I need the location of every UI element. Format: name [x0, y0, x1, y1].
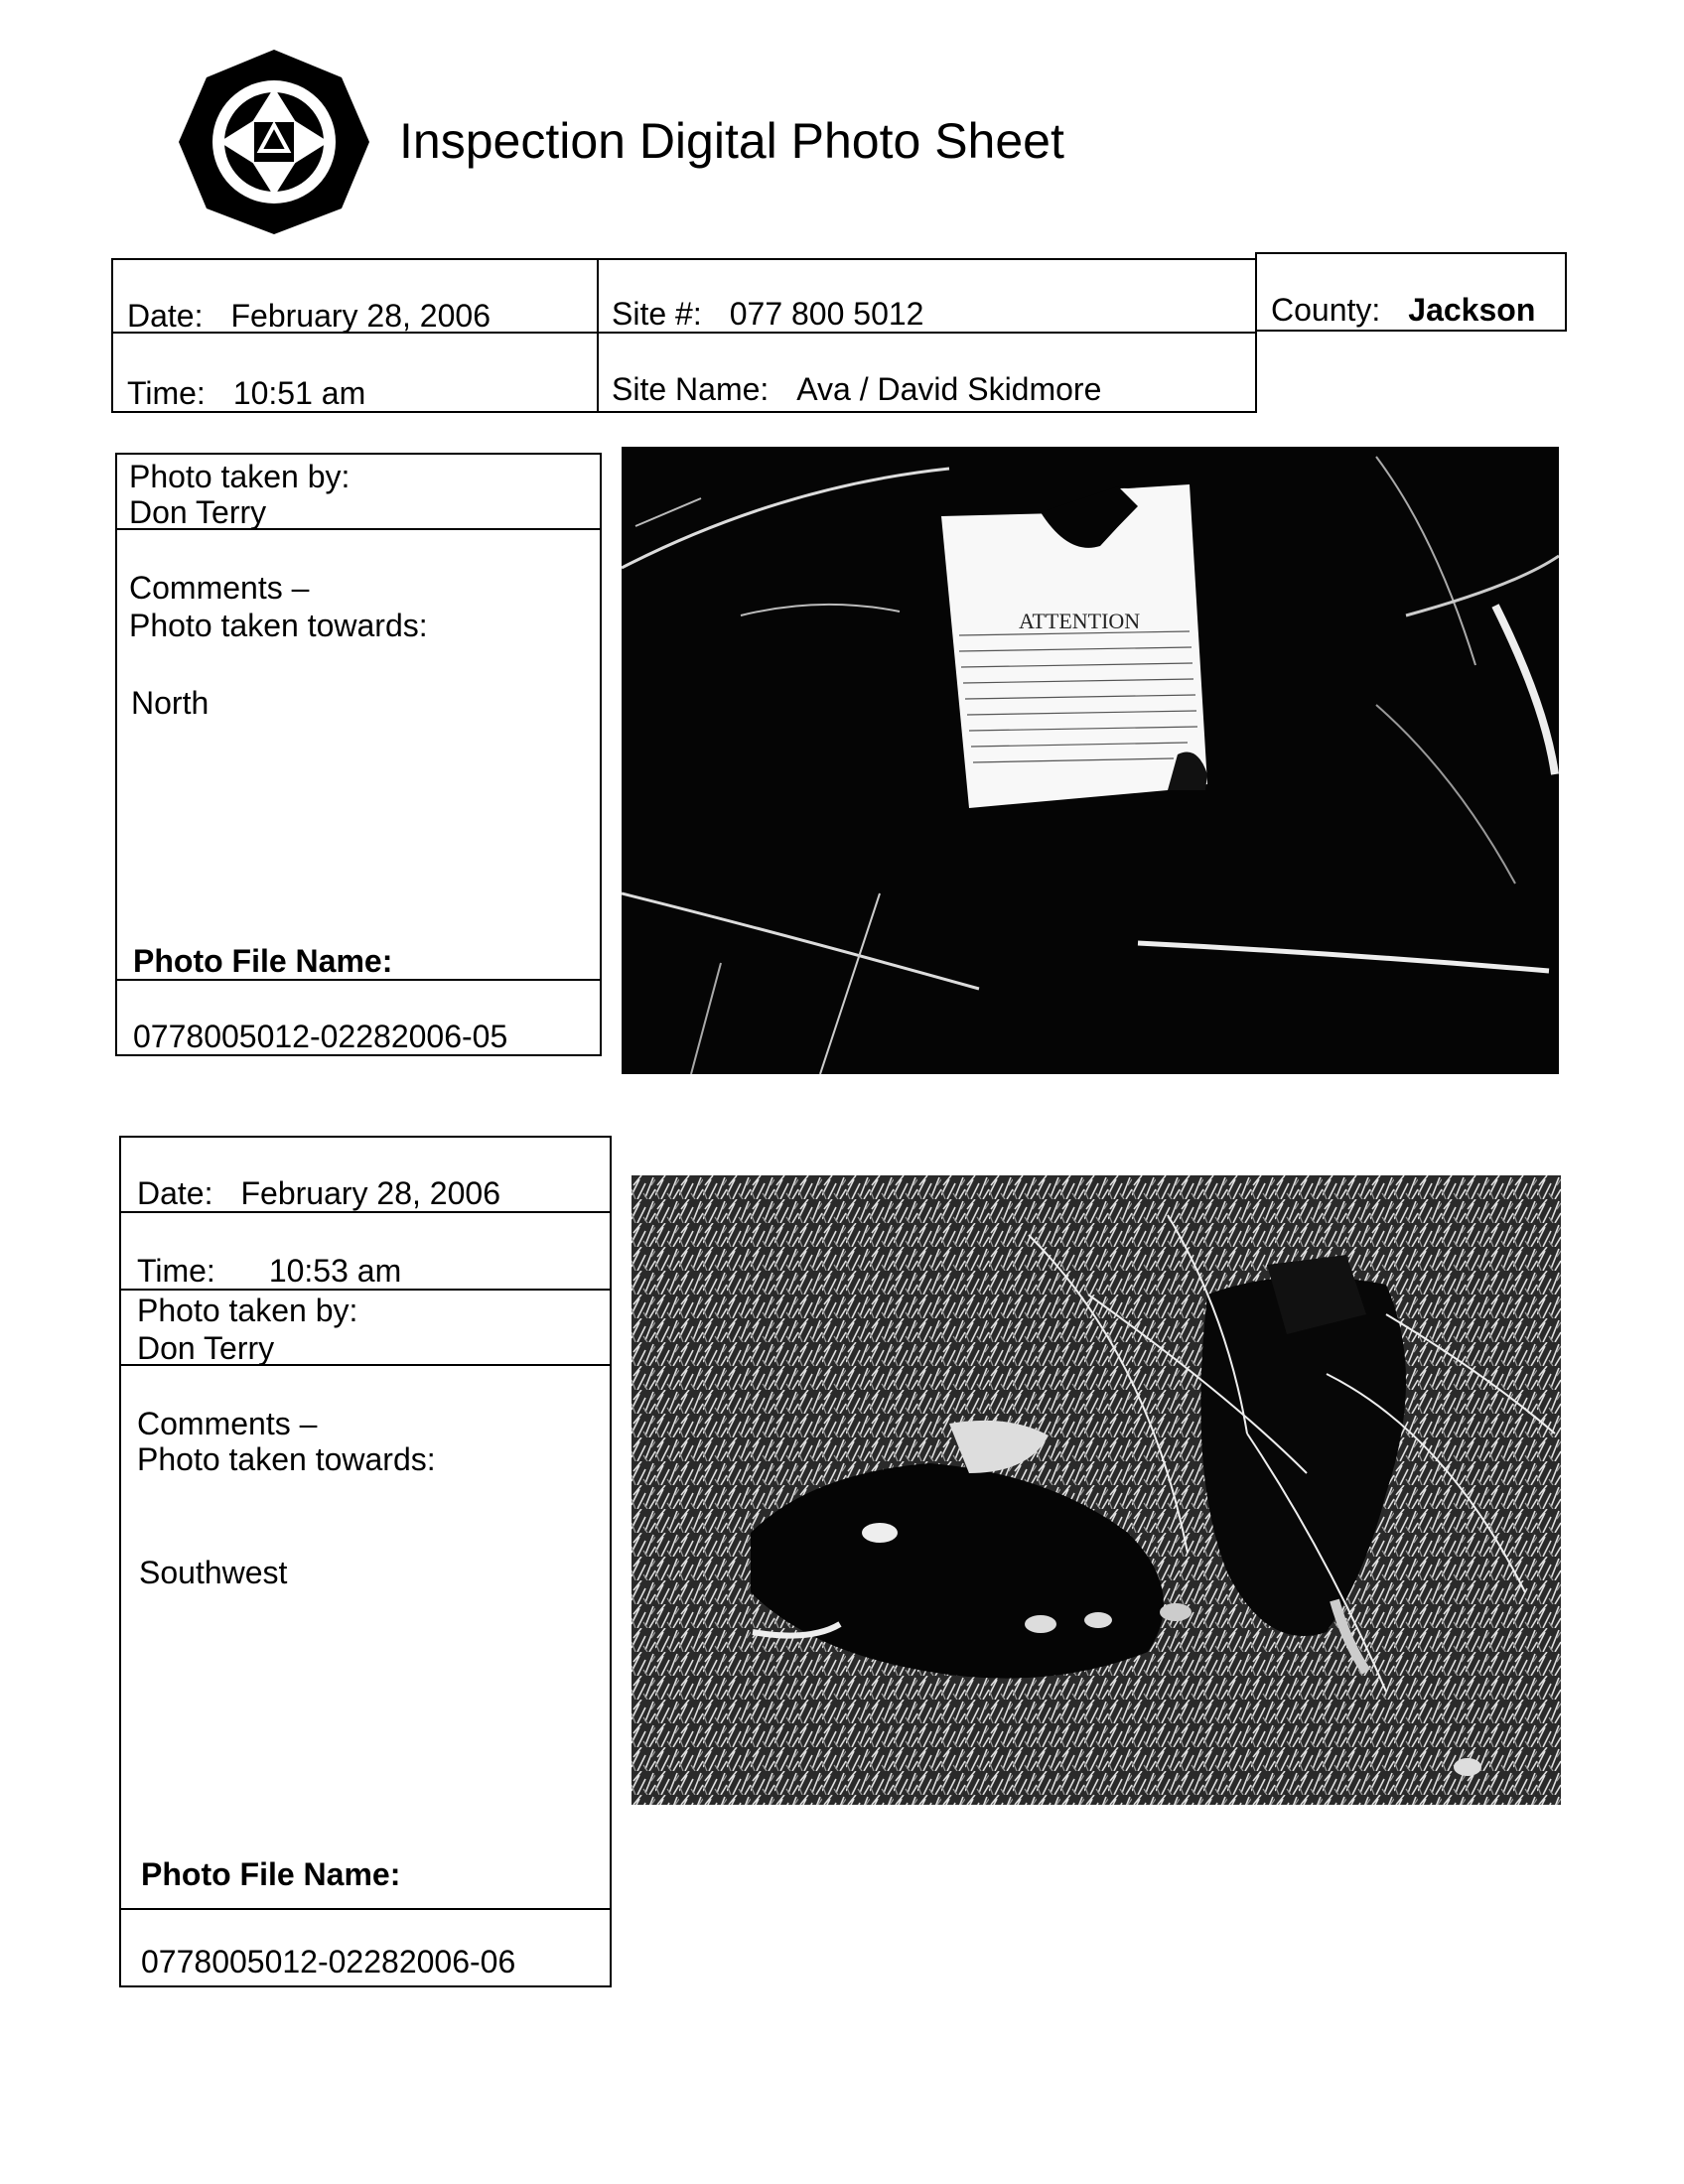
- photo1-comments-label: Comments –: [129, 570, 310, 606]
- photo1-image: [622, 447, 1559, 1074]
- photo2-time-label: Time:: [137, 1253, 215, 1289]
- date-cell: [127, 298, 491, 334]
- photo2-image: [632, 1175, 1561, 1805]
- site-number-cell: [612, 296, 923, 332]
- photo1-file-name-value: 0778005012-02282006-05: [133, 1019, 508, 1054]
- photo2-date-cell: [137, 1175, 500, 1211]
- photo2-date-value: February 28, 2006: [240, 1175, 500, 1211]
- site-name-value: Ava / David Skidmore: [796, 371, 1102, 407]
- photo2-taken-by-label: Photo taken by:: [137, 1293, 358, 1328]
- photo2-direction: Southwest: [139, 1555, 288, 1590]
- site-number-value: 077 800 5012: [729, 296, 924, 332]
- photo1-towards-label: Photo taken towards:: [129, 608, 428, 643]
- site-name-label: Site Name:: [612, 371, 770, 407]
- county-label: County:: [1271, 292, 1381, 328]
- county-text: [1271, 292, 1535, 328]
- photo2-panel-divider: [119, 1908, 612, 1910]
- time-value: 10:51 am: [232, 375, 366, 411]
- time-label: Time:: [127, 375, 206, 411]
- photo1-direction: North: [131, 685, 210, 721]
- time-cell: [127, 375, 365, 411]
- date-value: February 28, 2006: [230, 298, 491, 334]
- photo2-comments-label: Comments –: [137, 1406, 318, 1441]
- photo2-time-cell: [137, 1253, 401, 1289]
- agency-logo: [177, 48, 371, 236]
- site-name-cell: [612, 371, 1101, 407]
- notice-sign: [941, 484, 1207, 808]
- photo1-panel-divider: [115, 979, 602, 981]
- photo1-file-name-label: Photo File Name:: [133, 943, 393, 979]
- photo2-image-svg: [632, 1175, 1561, 1805]
- date-label: Date:: [127, 298, 204, 334]
- page-title: Inspection Digital Photo Sheet: [399, 113, 1064, 169]
- photo1-image-svg: [622, 447, 1559, 1074]
- photo2-time-value: 10:53 am: [268, 1253, 402, 1289]
- photo1-taken-by-value: Don Terry: [129, 494, 267, 530]
- photo2-panel-divider: [119, 1211, 612, 1213]
- photo1-taken-by-label: Photo taken by:: [129, 459, 351, 494]
- county-value: Jackson: [1408, 292, 1536, 328]
- photo2-towards-label: Photo taken towards:: [137, 1441, 436, 1477]
- photo2-date-label: Date:: [137, 1175, 213, 1211]
- photo2-panel-divider: [119, 1289, 612, 1291]
- site-number-label: Site #:: [612, 296, 702, 332]
- photo2-file-name-value: 0778005012-02282006-06: [141, 1944, 516, 1979]
- photo2-file-name-label: Photo File Name:: [141, 1856, 401, 1892]
- info-table-divider: [597, 258, 599, 413]
- agency-logo-svg: [177, 48, 371, 236]
- photo2-taken-by-value: Don Terry: [137, 1330, 275, 1366]
- photo1-sign-text: ATTENTION: [1019, 609, 1141, 633]
